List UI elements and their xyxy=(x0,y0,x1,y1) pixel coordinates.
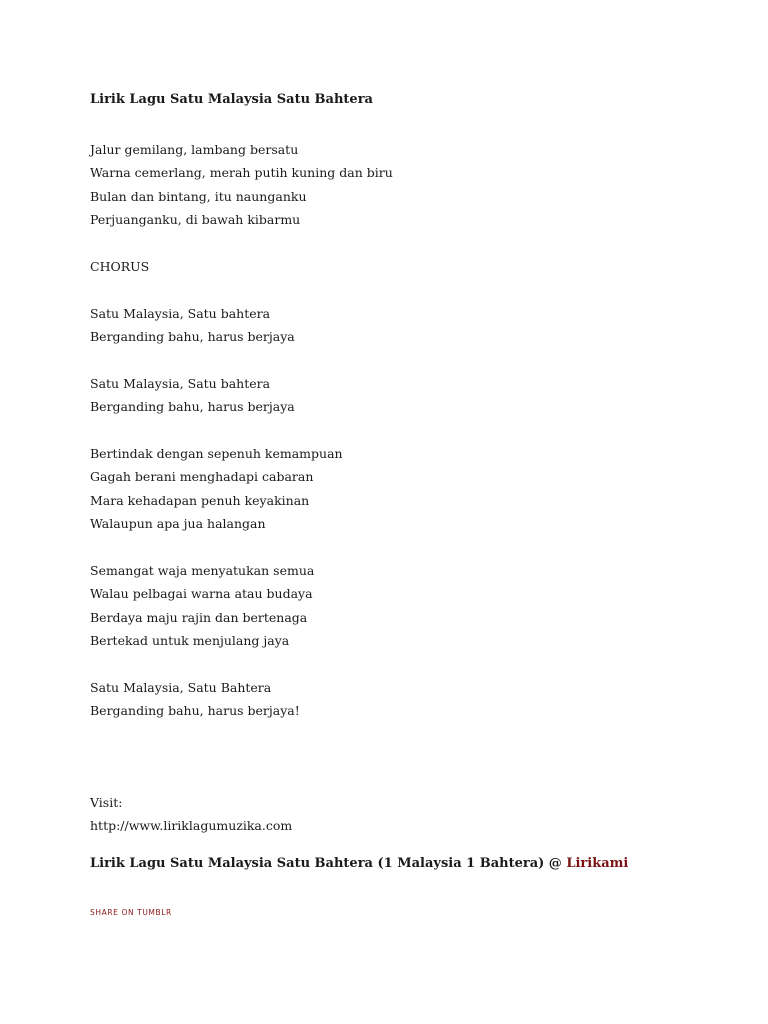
lyric-line: Jalur gemilang, lambang bersatu xyxy=(90,142,299,157)
verse-2 xyxy=(90,442,393,536)
page-title: Lirik Lagu Satu Malaysia Satu Bahtera xyxy=(90,92,373,107)
lyric-line: Walau pelbagai warna atau budaya xyxy=(90,586,313,602)
lyric-line: Satu Malaysia, Satu Bahtera xyxy=(90,679,272,695)
lyric-line: Berganding bahu, harus berjaya xyxy=(90,399,295,415)
lyric-line: Walaupun apa jua halangan xyxy=(90,516,266,532)
lyric-line: Berganding bahu, harus berjaya xyxy=(90,329,295,345)
visit-label: Visit: xyxy=(90,795,123,810)
verse-3 xyxy=(90,559,393,653)
visit-block xyxy=(90,791,292,838)
lyric-line: Gagah berani menghadapi cabaran xyxy=(90,469,314,485)
share-on-tumblr-link[interactable]: SHARE ON TUMBLR xyxy=(90,908,172,917)
footer-text: Lirik Lagu Satu Malaysia Satu Bahtera (1 Malaysia 1 Bahtera) @ xyxy=(90,856,567,871)
chorus-final xyxy=(90,676,393,723)
lyric-line: Perjuanganku, di bawah kibarmu xyxy=(90,212,301,228)
lyrics-body xyxy=(90,138,393,723)
lyric-line: Bertekad untuk menjulang jaya xyxy=(90,633,290,649)
lyric-line: Berdaya maju rajin dan bertenaga xyxy=(90,609,308,625)
chorus-label: CHORUS xyxy=(90,258,150,274)
lyric-line: Mara kehadapan penuh keyakinan xyxy=(90,492,310,508)
footer-title xyxy=(90,856,628,871)
lyric-line: Bulan dan bintang, itu naunganku xyxy=(90,188,307,204)
lyric-line: Satu Malaysia, Satu bahtera xyxy=(90,375,271,391)
lyric-line: Bertindak dengan sepenuh kemampuan xyxy=(90,446,343,462)
chorus-heading xyxy=(90,255,393,278)
lyric-line: Semangat waja menyatukan semua xyxy=(90,563,315,579)
verse-1 xyxy=(90,138,393,232)
chorus-2 xyxy=(90,372,393,419)
lyric-line: Warna cemerlang, merah putih kuning dan biru xyxy=(90,165,393,181)
visit-url: http://www.liriklagumuzika.com xyxy=(90,818,293,834)
lyric-line: Satu Malaysia, Satu bahtera xyxy=(90,305,271,321)
lirikami-link[interactable]: Lirikami xyxy=(566,856,629,871)
lyric-line: Berganding bahu, harus berjaya! xyxy=(90,703,300,719)
chorus-1 xyxy=(90,302,393,349)
